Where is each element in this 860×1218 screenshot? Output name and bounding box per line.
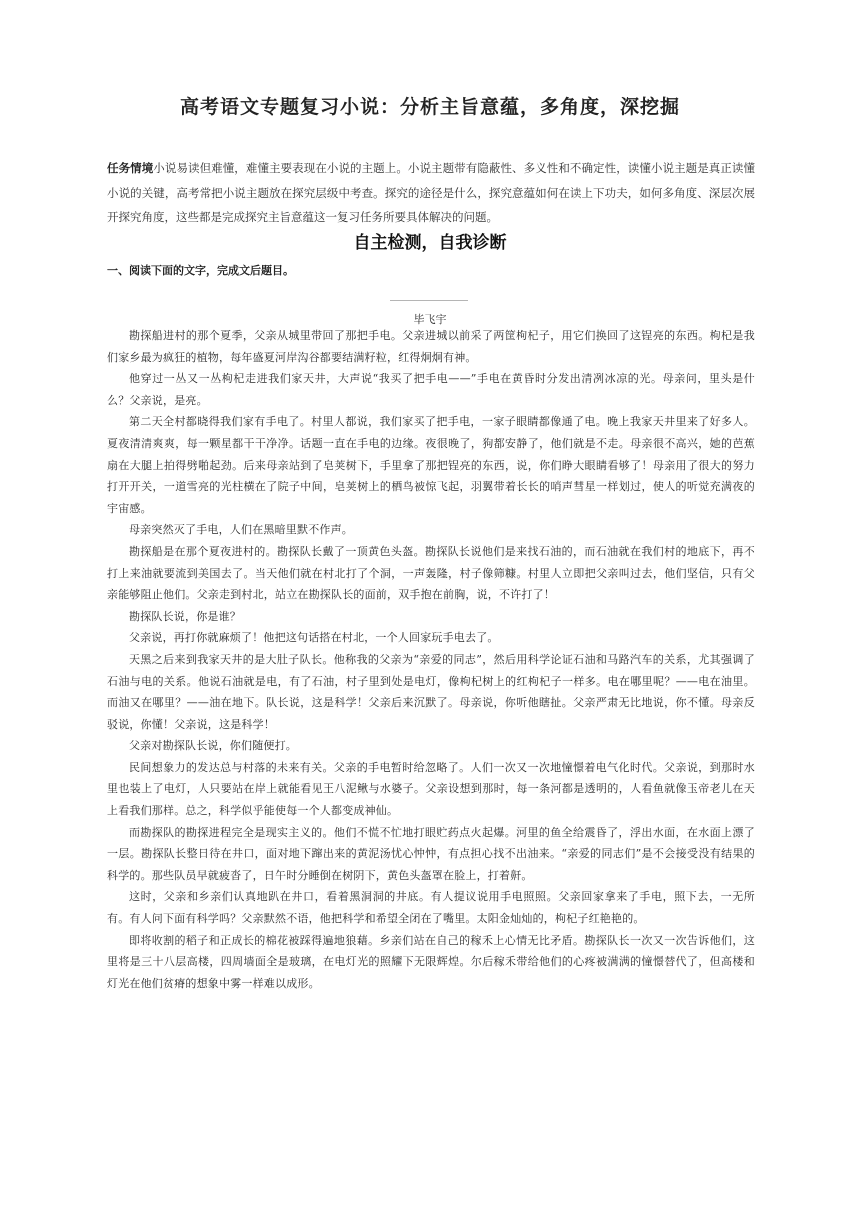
story-paragraph: 即将收割的稻子和正成长的棉花被踩得遍地狼藉。乡亲们站在自己的稼禾上心情无比矛盾。勘探队长一次又一次告诉他们，这里将是三十八层高楼，四周墙面全是玻璃，在电灯光的照耀下无限辉煌。尔后稼禾带给他们的心疼被满满的憧憬替代了，但高楼和灯光在他们贫瘠的想象中雾一样难以成形。 (107, 933, 755, 990)
story-paragraph: 而勘探队的勘探进程完全是现实主义的。他们不慌不忙地打眼贮药点火起爆。河里的鱼全给震昏了，浮出水面，在水面上漂了一层。勘探队长整日待在井口，面对地下蹿出来的黄泥汤忧心忡忡，有点担心找不出油来。“亲爱的同志们”是不会接受没有结果的科学的。那些队员早就疲沓了，日午时分睡倒在树阴下，黄色头盔罩在脸上，打着鼾。 (107, 825, 755, 882)
question-label: 一、阅读下面的文字，完成文后题目。 (107, 264, 294, 277)
task-context-text: 小说易读但难懂，难懂主要表现在小说的主题上。小说主题带有隐蔽性、多义性和不确定性，读懂小说主题是真正读懂小说的关键，高考常把小说主题放在探究层级中考查。探究的途径是什么，探究意蕴如何在读上下功夫，如何多角度、深层次展开探究角度，这些都是完成探究主旨意蕴这一复习任务所要具体解决的问题。 (107, 161, 755, 224)
story-paragraph: 他穿过一丛又一丛枸杞走进我们家天井，大声说“我买了把手电——”手电在黄昏时分发出清冽冰凉的光。母亲问，里头是什么？父亲说，是亮。 (107, 372, 755, 407)
story-paragraph: 母亲突然灭了手电，人们在黑暗里默不作声。 (129, 523, 353, 537)
document-title: 高考语文专题复习小说：分析主旨意蕴，多角度，深挖掘 (179, 96, 680, 118)
story-paragraph: 父亲说，再打你就麻烦了！他把这句话搭在村北，一个人回家玩手电去了。 (129, 631, 499, 645)
story-paragraph: 勘探队长说，你是谁？ (129, 609, 241, 623)
story-paragraph: 天黑之后来到我家天井的是大肚子队长。他称我的父亲为“亲爱的同志”，然后用科学论证石油和马路汽车的关系，尤其强调了石油与电的关系。他说石油就是电，有了石油，村子里到处是电灯，像枸杞树上的红枸杞子一样多。电在哪里呢？——电在油里。而油又在哪里？——油在地下。队长说，这是科学！父亲后来沉默了。母亲说，你听他瞎扯。父亲严肃无比地说，你不懂。母亲反驳说，你懂！父亲说，这是科学！ (107, 652, 755, 731)
story-paragraph: 父亲对勘探队长说，你们随便打。 (129, 739, 297, 753)
story-author: 毕飞宇 (413, 313, 447, 326)
title-divider (390, 300, 468, 301)
story-paragraph: 这时，父亲和乡亲们认真地趴在井口，看着黑洞洞的井底。有人提议说用手电照照。父亲回家拿来了手电，照下去，一无所有。有人问下面有科学吗？父亲默然不语，他把科学和希望全闭在了嘴里。太阳金灿灿的，枸杞子红艳艳的。 (107, 890, 755, 926)
story-paragraph: 勘探船是在那个夏夜进村的。勘探队长戴了一顶黄色头盔。勘探队长说他们是来找石油的，而石油就在我们村的地底下，再不打上来油就要流到美国去了。当天他们就在村北打了个洞，一声轰隆，村子像筛糠。村里人立即把父亲叫过去，他们坚信，只有父亲能够阻止他们。父亲走到村北，站立在勘探队长的面前，双手抱在前胸，说，不许打了！ (107, 544, 755, 602)
story-paragraph: 第二天全村都晓得我们家有手电了。村里人都说，我们家买了把手电，一家子眼睛都像通了电。晚上我家天井里来了好多人。夏夜清清爽爽，每一颗星都干干净净。话题一直在手电的边缘。夜很晚了，狗都安静了，他们就是不走。母亲很不高兴，她的芭蕉扇在大腿上拍得劈啪起劲。后来母亲站到了皂荚树下，手里拿了那把锃亮的东西，说，你们睁大眼睛看够了！母亲用了很大的努力打开开关，一道雪亮的光柱横在了院子中间，皂荚树上的栖鸟被惊飞起，羽翼带着长长的哨声彗星一样划过，使人的听觉充满夜的宇宙感。 (107, 415, 755, 515)
story-paragraph: 勘探船进村的那个夏季，父亲从城里带回了那把手电。父亲进城以前采了两筐枸杞子，用它们换回了这锃亮的东西。枸杞是我们家乡最为疯狂的植物，每年盛夏河岸沟谷都要结满籽粒，红得炯炯有神。 (107, 329, 755, 364)
section-heading: 自主检测，自我诊断 (353, 233, 507, 253)
story-paragraph: 民间想象力的发达总与村落的未来有关。父亲的手电暂时给忽略了。人们一次又一次地憧憬着电气化时代。父亲说，到那时水里也装上了电灯，人只要站在岸上就能看见王八泥鳅与水婆子。父亲设想到那时，每一条河都是透明的，人看鱼就像玉帝老儿在天上看我们那样。总之，科学似乎能使每一个人都变成神仙。 (107, 760, 755, 818)
story-body (107, 325, 755, 994)
task-context-paragraph (107, 156, 755, 230)
task-context-label: 任务情境 (107, 161, 154, 175)
